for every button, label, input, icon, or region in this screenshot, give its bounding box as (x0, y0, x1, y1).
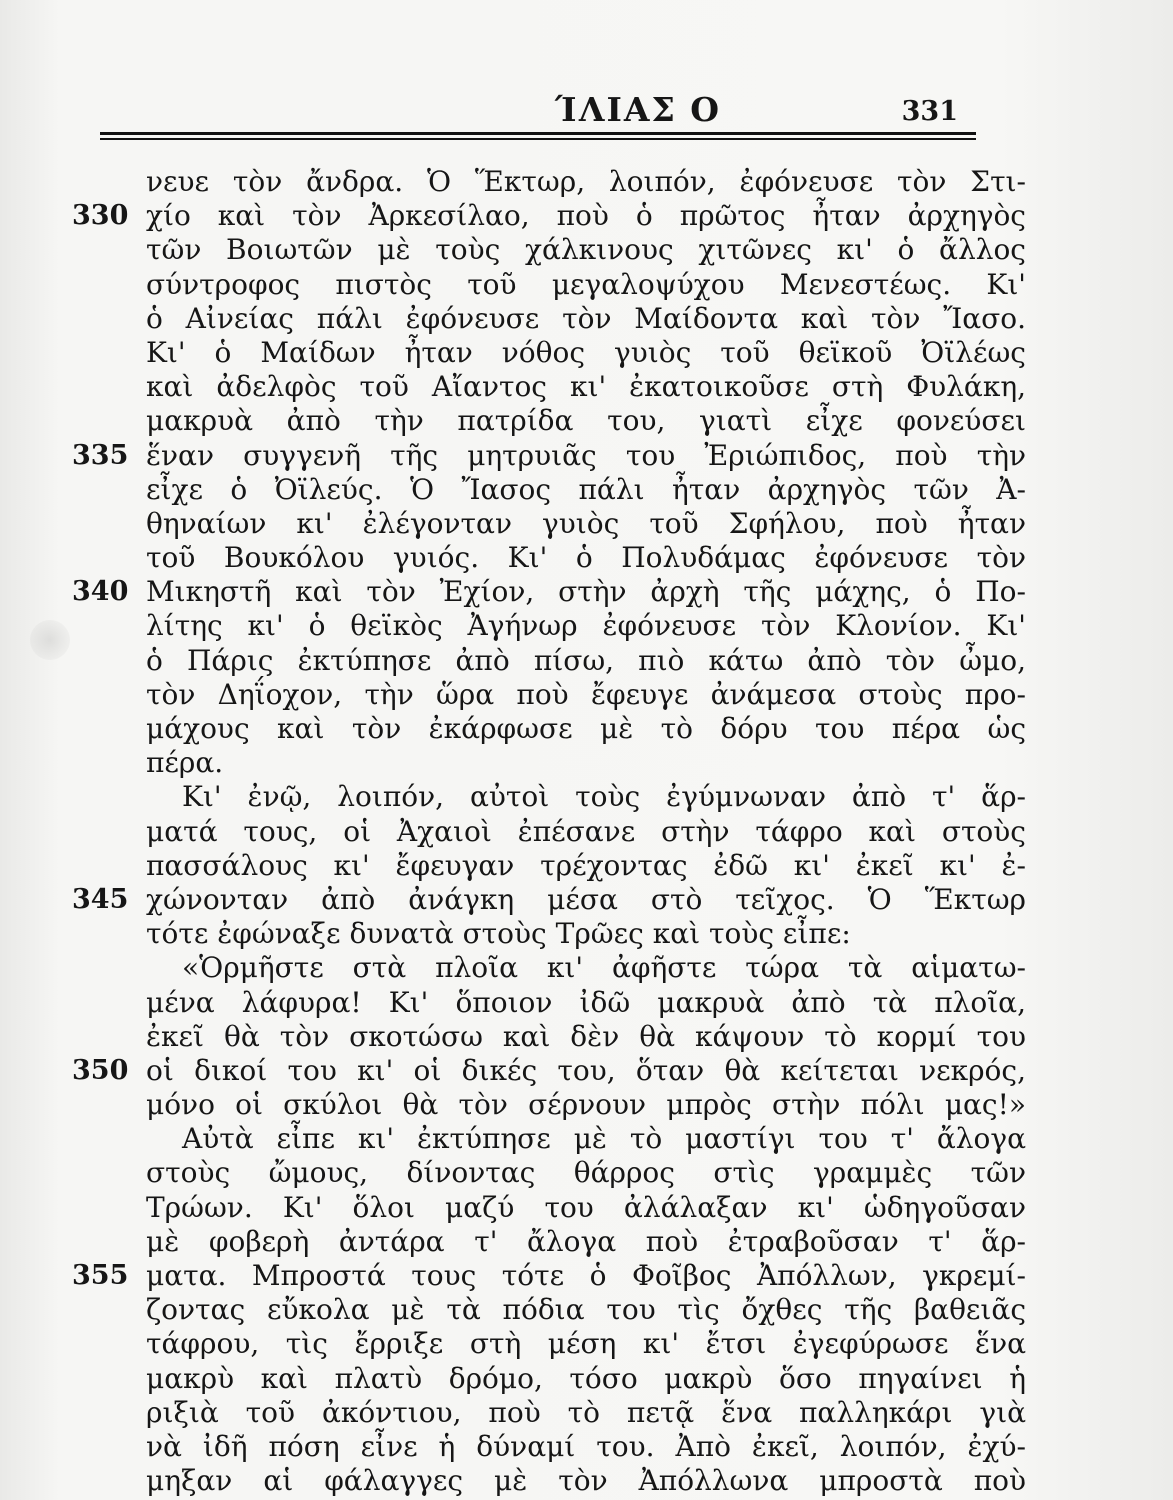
text-line (60, 1361, 1026, 1396)
text-line (60, 1464, 1026, 1498)
text-line (60, 1156, 1026, 1190)
line-number: 330 (72, 200, 129, 232)
line-text: Κι' ὁ Μαίδων ἦταν νόθος γυιὸς τοῦ θεϊκοῦ Ὀϊλέως (146, 335, 1026, 369)
line-text: σύντροφος πιστὸς τοῦ μεγαλοψύχου Μενεστέως. Κι' (146, 267, 1026, 301)
line-text: τοῦ Βουκόλου γυιός. Κι' ὁ Πολυδάμας ἐφόνευσε τὸν (146, 541, 1026, 575)
line-text: πέρα. (146, 746, 224, 780)
line-text: εἶχε ὁ Ὀϊλεύς. Ὁ Ἴασος πάλι ἦταν ἀρχηγὸς τῶν Ἀ- (146, 472, 1026, 506)
line-text: ὁ Αἰνείας πάλι ἐφόνευσε τὸν Μαίδοντα καὶ τὸν Ἴασο. (146, 301, 1026, 335)
text-line (60, 780, 1026, 814)
text-body (60, 165, 1026, 1498)
page-number: 331 (901, 96, 958, 127)
text-line (60, 1190, 1026, 1225)
text-line (60, 1293, 1026, 1327)
line-text: λίτης κι' ὁ θεϊκὸς Ἀγήνωρ ἐφόνευσε τὸν Κλονίον. Κι' (146, 609, 1026, 643)
page-header (100, 78, 976, 148)
line-text: τὸν Δηΐοχον, τὴν ὥρα ποὺ ἔφευγε ἀνάμεσα στοὺς προ- (146, 677, 1026, 711)
text-line (60, 917, 980, 951)
text-line (60, 233, 1026, 267)
text-line (60, 746, 980, 780)
line-text: στοὺς ὤμους, δίνοντας θάρρος στὶς γραμμὲς τῶν (146, 1156, 1026, 1190)
line-text: Κι' ἐνῷ, λοιπόν, αὐτοὶ τοὺς ἐγύμνωναν ἀπὸ τ' ἅρ- (182, 780, 1026, 814)
text-line (60, 1429, 1026, 1464)
text-line (60, 1088, 1026, 1122)
text-line (60, 1019, 1026, 1054)
line-text: μακρυὰ ἀπὸ τὴν πατρίδα του, γιατὶ εἶχε φονεύσει (146, 404, 1026, 438)
header-rule-thin (100, 138, 976, 140)
line-text: καὶ ἀδελφὸς τοῦ Αἴαντος κι' ἐκατοικοῦσε στὴ Φυλάκη, (146, 370, 1026, 404)
text-line (60, 1122, 1026, 1156)
line-text: Μικηστῆ καὶ τὸν Ἐχίον, στὴν ἀρχὴ τῆς μάχης, ὁ Πο- (146, 575, 1026, 609)
line-text: τότε ἐφώναξε δυνατὰ στοὺς Τρῶες καὶ τοὺς εἶπε: (146, 917, 851, 951)
text-line (60, 541, 1026, 575)
line-text: νευε τὸν ἄνδρα. Ὁ Ἕκτωρ, λοιπόν, ἐφόνευσε τὸν Στι- (146, 165, 1026, 198)
running-title: ΊΛΙΑΣ Ο (555, 90, 722, 129)
text-line (60, 1327, 1026, 1361)
text-line (60, 712, 1026, 746)
text-line (60, 165, 1026, 199)
line-text: τῶν Βοιωτῶν μὲ τοὺς χάλκινους χιτῶνες κι' ὁ ἄλλος (146, 233, 1026, 267)
line-text: θηναίων κι' ἐλέγονταν γυιὸς τοῦ Σφήλου, ποὺ ἦταν (146, 506, 1026, 540)
line-text: ριξιὰ τοῦ ἀκόντιου, ποὺ τὸ πετᾷ ἕνα παλληκάρι γιὰ (146, 1395, 1026, 1429)
text-line (60, 1259, 1026, 1293)
text-line (60, 951, 1026, 985)
text-line (60, 199, 1026, 233)
line-text: χώνονταν ἀπὸ ἀνάγκη μέσα στὸ τεῖχος. Ὁ Ἕκτωρ (146, 882, 1026, 916)
line-text: μηξαν αἱ φάλαγγες μὲ τὸν Ἀπόλλωνα μπροστὰ ποὺ (146, 1464, 1026, 1498)
text-line (60, 609, 1026, 643)
text-line (60, 1053, 1026, 1088)
line-text: μόνο οἱ σκύλοι θὰ τὸν σέρνουν μπρὸς στὴν πόλι μας!» (146, 1088, 1026, 1122)
line-text: ἕναν συγγενῆ τῆς μητρυιᾶς του Ἐριώπιδος, ποὺ τὴν (146, 438, 1026, 472)
text-line (60, 301, 1026, 336)
text-line (60, 848, 1026, 883)
line-text: νὰ ἰδῆ πόση εἶνε ἡ δύναμί του. Ἀπὸ ἐκεῖ, λοιπόν, ἐχύ- (146, 1429, 1026, 1463)
line-number: 345 (72, 883, 129, 915)
line-number: 340 (72, 576, 129, 608)
text-line (60, 404, 1026, 438)
text-line (60, 506, 1026, 541)
line-text: Αὐτὰ εἶπε κι' ἐκτύπησε μὲ τὸ μαστίγι του τ' ἄλογα (182, 1122, 1026, 1156)
text-line (60, 370, 1026, 404)
text-line (60, 985, 1026, 1020)
text-line (60, 575, 1026, 609)
line-text: τάφρου, τὶς ἔρριξε στὴ μέση κι' ἔτσι ἐγεφύρωσε ἕνα (146, 1327, 1026, 1361)
line-number: 355 (72, 1260, 129, 1291)
text-line (60, 882, 1026, 917)
line-text: μένα λάφυρα! Κι' ὅποιον ἰδῶ μακρυὰ ἀπὸ τὰ πλοῖα, (146, 985, 1026, 1019)
line-number: 335 (72, 439, 129, 471)
line-text: Τρώων. Κι' ὅλοι μαζύ του ἀλάλαξαν κι' ὡδηγοῦσαν (146, 1190, 1026, 1224)
line-text: μακρὺ καὶ πλατὺ δρόμο, τόσο μακρὺ ὅσο πηγαίνει ἡ (146, 1361, 1026, 1395)
text-line (60, 1224, 1026, 1259)
text-line (60, 335, 1026, 370)
text-line (60, 677, 1026, 712)
line-text: «Ὁρμῆστε στὰ πλοῖα κι' ἀφῆστε τώρα τὰ αἱματω- (182, 951, 1026, 985)
line-text: ἐκεῖ θὰ τὸν σκοτώσω καὶ δὲν θὰ κάψουν τὸ κορμί του (146, 1019, 1026, 1053)
text-line (60, 643, 1026, 678)
line-text: ματα. Μπροστά τους τότε ὁ Φοῖβος Ἀπόλλων, γκρεμί- (146, 1259, 1026, 1292)
line-text: μὲ φοβερὴ ἀντάρα τ' ἄλογα ποὺ ἐτραβοῦσαν τ' ἅρ- (146, 1224, 1026, 1258)
text-line (60, 438, 1026, 473)
line-text: ματά τους, οἱ Ἀχαιοὶ ἐπέσανε στὴν τάφρο καὶ στοὺς (146, 814, 1026, 848)
line-number: 350 (72, 1054, 129, 1086)
header-rule (100, 132, 976, 135)
line-text: χίο καὶ τὸν Ἀρκεσίλαο, ποὺ ὁ πρῶτος ἦταν ἀρχηγὸς (146, 199, 1026, 233)
line-text: ζοντας εὔκολα μὲ τὰ πόδια του τὶς ὄχθες τῆς βαθειᾶς (146, 1293, 1026, 1327)
line-text: ὁ Πάρις ἐκτύπησε ἀπὸ πίσω, πιὸ κάτω ἀπὸ τὸν ὦμο, (146, 643, 1026, 677)
line-text: οἱ δικοί του κι' οἱ δικές του, ὅταν θὰ κείτεται νεκρός, (146, 1053, 1026, 1087)
text-line (60, 472, 1026, 507)
text-line (60, 267, 1026, 302)
text-line (60, 1395, 1026, 1430)
line-text: πασσάλους κι' ἔφευγαν τρέχοντας ἐδῶ κι' ἐκεῖ κι' ἐ- (146, 848, 1026, 882)
line-text: μάχους καὶ τὸν ἐκάρφωσε μὲ τὸ δόρυ του πέρα ὡς (146, 712, 1026, 745)
text-line (60, 814, 1026, 849)
